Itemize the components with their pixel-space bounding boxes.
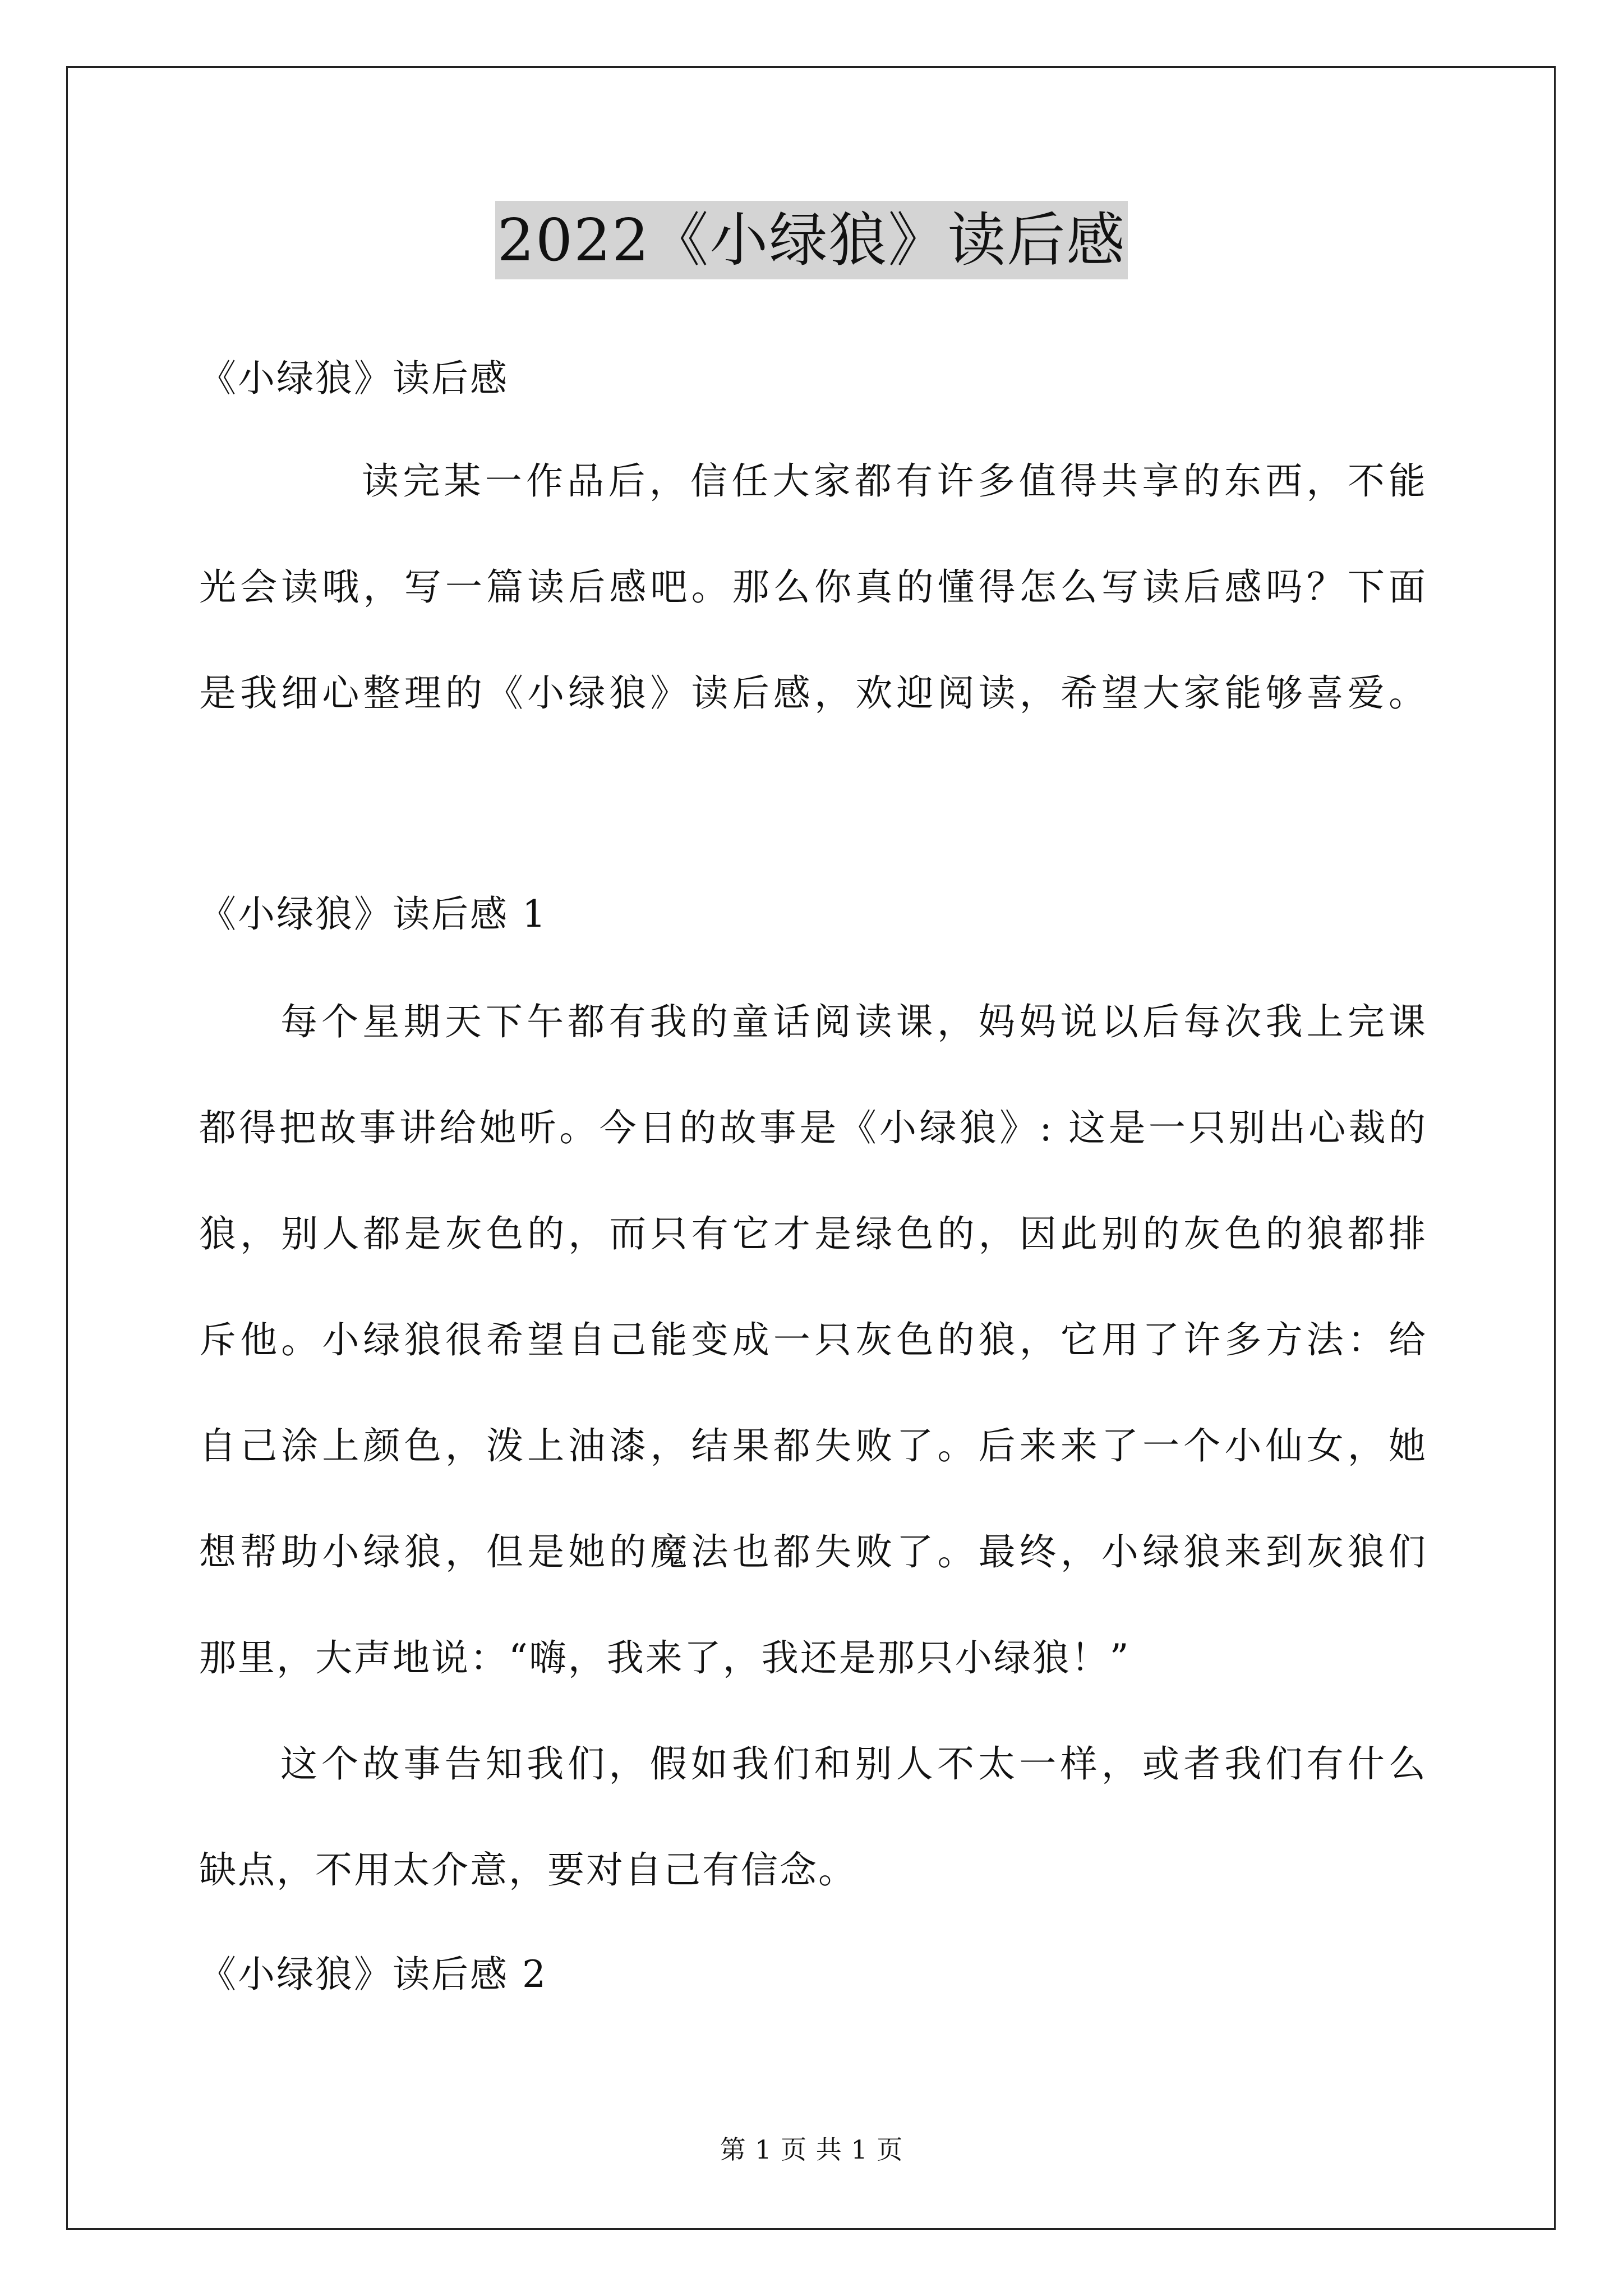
paragraph-line: 自己涂上颜色，泼上油漆，结果都失败了。后来来了一个小仙女，她 [199,1424,1427,1467]
paragraph-line: 光会读哦，写一篇读后感吧。那么你真的懂得怎么写读后感吗？下面 [199,565,1427,609]
paragraph-line: 斥他。小绿狼很希望自己能变成一只灰色的狼，它用了许多方法：给 [199,1318,1427,1361]
document-title: 2022《小绿狼》读后感 [495,201,1128,279]
paragraph-line: 每个星期天下午都有我的童话阅读课，妈妈说以后每次我上完课 [280,1000,1427,1043]
paragraph-line: 缺点，不用太介意，要对自己有信念。 [199,1848,857,1892]
section-heading: 《小绿狼》读后感 2 [199,1953,547,1996]
paragraph-line: 想帮助小绿狼，但是她的魔法也都失败了。最终，小绿狼来到灰狼们 [199,1530,1427,1573]
paragraph-line: 这个故事告知我们，假如我们和别人不太一样，或者我们有什么 [280,1742,1427,1786]
paragraph-line: 狼，别人都是灰色的，而只有它才是绿色的，因此别的灰色的狼都排 [199,1212,1427,1255]
title-block [0,201,1623,279]
paragraph-line: 都得把故事讲给她听。今日的故事是《小绿狼》: 这是一只别出心裁的 [199,1106,1427,1149]
section-heading: 《小绿狼》读后感 1 [199,892,547,936]
paragraph-line: 是我细心整理的《小绿狼》读后感，欢迎阅读，希望大家能够喜爱。 [199,671,1427,715]
paragraph-line: 那里，大声地说：“嗨，我来了，我还是那只小绿狼！” [199,1636,1131,1680]
section-heading: 《小绿狼》读后感 [199,357,509,400]
paragraph-line: 读完某一作品后，信任大家都有许多值得共享的东西，不能 [362,459,1427,503]
page-footer: 第 1 页 共 1 页 [720,2134,903,2165]
